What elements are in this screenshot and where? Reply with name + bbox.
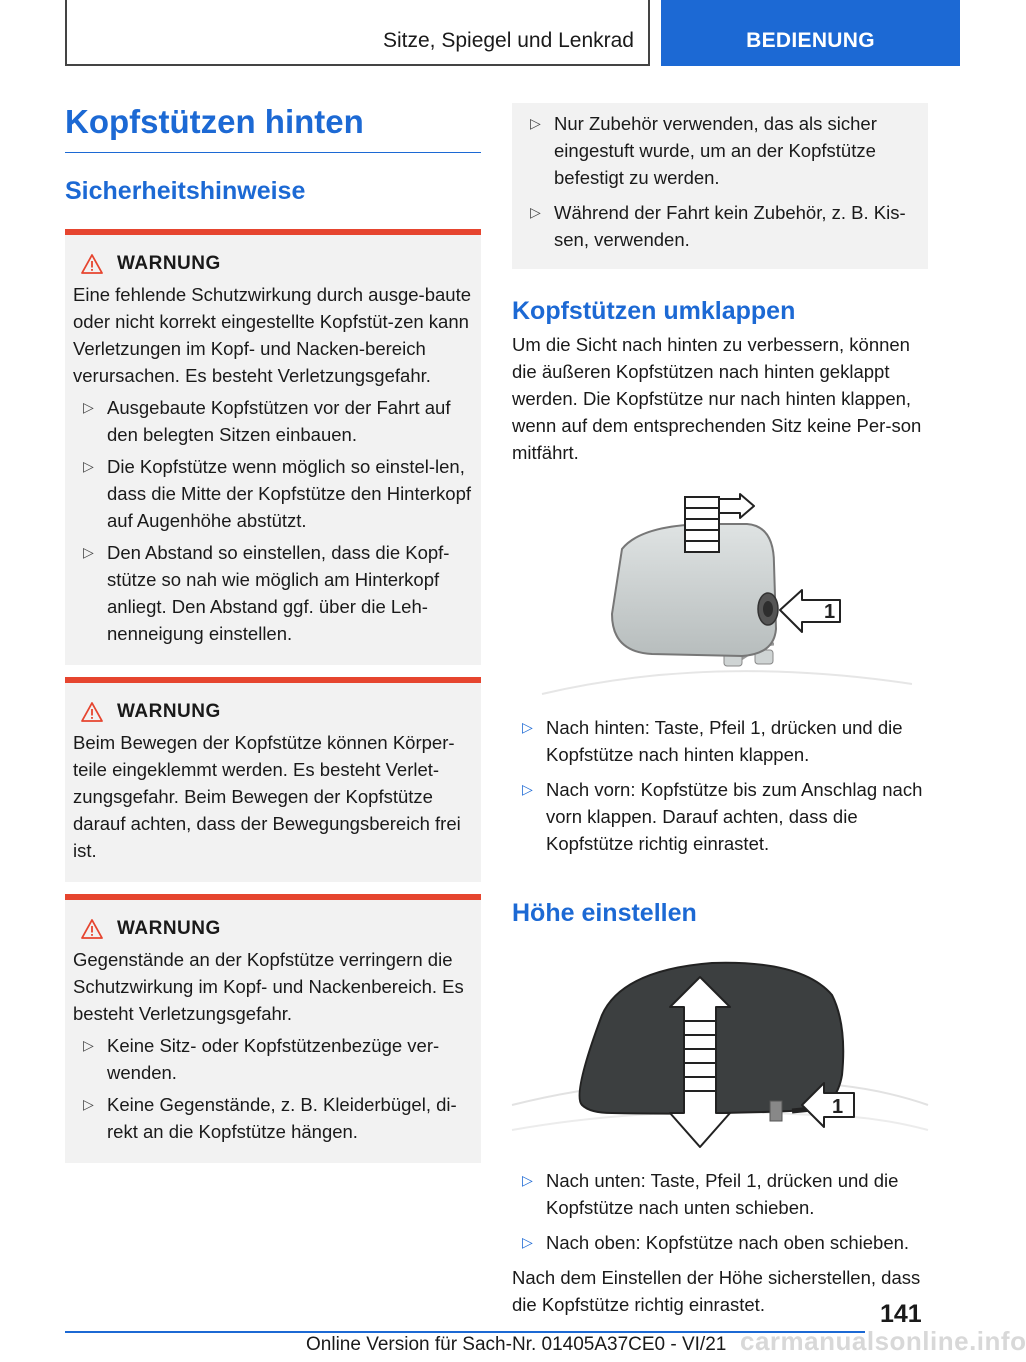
left-column (65, 100, 481, 1163)
headrest-height-illustration (512, 955, 928, 1157)
section-heading-height: Höhe einstellen (512, 899, 697, 927)
triangle-right-icon: ▷ (83, 458, 94, 474)
list-item: ▷ Ausgebaute Kopfstützen vor der Fahrt auf den belegten Sitzen einbauen. (73, 394, 473, 448)
callout-number: 1 (832, 1096, 844, 1118)
list-item: ▷ Nach unten: Taste, Pfeil 1, drücken und die Kopfstütze nach unten schieben. (512, 1167, 928, 1221)
warning-label: WARNUNG (117, 253, 221, 274)
triangle-right-icon: ▷ (83, 1096, 94, 1112)
list-item: ▷ Keine Gegenstände, z. B. Kleiderbügel, di-rekt an die Kopfstütze hängen. (73, 1091, 473, 1145)
warning-bullets (520, 103, 920, 253)
triangle-right-icon: ▷ (522, 1172, 533, 1188)
page-number: 141 (880, 1300, 922, 1328)
warning-bullets (73, 394, 473, 647)
list-item: ▷ Die Kopfstütze wenn möglich so einstel-len, dass die Mitte der Kopfstütze den Hinterkopf auf Augenhöhe abstützt. (73, 453, 473, 534)
section-heading-fold: Kopfstützen umklappen (512, 297, 796, 325)
callout-arrow-1 (780, 590, 840, 632)
warning-box-2 (65, 677, 481, 882)
list-item: ▷ Den Abstand so einstellen, dass die Kopf-stütze so nah wie möglich am Hinterkopf anliegt. Den Abstand ggf. über die Leh-nenneigung einstellen. (73, 539, 473, 647)
page-title: Kopfstützen hinten (65, 100, 481, 153)
warning-box-1 (65, 229, 481, 665)
warning-triangle-icon (81, 702, 103, 722)
triangle-right-icon: ▷ (83, 1037, 94, 1053)
headrest-fold-illustration (512, 494, 928, 704)
list-item: ▷ Nach hinten: Taste, Pfeil 1, drücken und die Kopfstütze nach hinten klappen. (512, 714, 928, 768)
height-steps (512, 1167, 928, 1256)
warning-continuation (512, 103, 928, 269)
warning-bullets (73, 1032, 473, 1145)
watermark: carmanualsonline.info (740, 1326, 1026, 1356)
triangle-right-icon: ▷ (83, 399, 94, 415)
triangle-right-icon: ▷ (530, 115, 541, 131)
warning-text: Gegenstände an der Kopfstütze verringern die Schutzwirkung im Kopf- und Nackenbereich. Es besteht Verletzungsgefahr. (73, 949, 464, 1024)
triangle-right-icon: ▷ (522, 1234, 533, 1250)
warning-header (73, 253, 473, 275)
right-column (512, 103, 928, 1318)
fold-steps (512, 714, 928, 857)
warning-box-3 (65, 894, 481, 1163)
triangle-right-icon: ▷ (522, 719, 533, 735)
triangle-right-icon: ▷ (530, 204, 541, 220)
warning-header (73, 918, 473, 940)
list-item: ▷ Während der Fahrt kein Zubehör, z. B. Kis-sen, verwenden. (520, 199, 920, 253)
header-frame (65, 0, 650, 66)
warning-triangle-icon (81, 254, 103, 274)
footer-online-version: Online Version für Sach-Nr. 01405A37CE0 - VI/21 (306, 1334, 727, 1355)
list-item: ▷ Nur Zubehör verwenden, das als sicher eingestuft wurde, um an der Kopfstütze befestigt zu werden. (520, 110, 920, 191)
list-item: ▷ Nach vorn: Kopfstütze bis zum Anschlag nach vorn klappen. Darauf achten, dass die Kopfstütze richtig einrastet. (512, 776, 928, 857)
callout-number: 1 (824, 601, 836, 623)
warning-label: WARNUNG (117, 701, 221, 722)
triangle-right-icon: ▷ (522, 781, 533, 797)
chapter-tab[interactable]: BEDIENUNG (661, 0, 960, 66)
triangle-right-icon: ▷ (83, 544, 94, 560)
warning-header (73, 701, 473, 723)
warning-text: Eine fehlende Schutzwirkung durch ausge-baute oder nicht korrekt eingestellte Kopfstüt-zen kann Verletzungen im Kopf- und Nacken-bereich verursachen. Es besteht Verletzungsgefahr. (73, 284, 472, 386)
list-item: ▷ Keine Sitz- oder Kopfstützenbezüge ver-wenden. (73, 1032, 473, 1086)
warning-label: WARNUNG (117, 918, 221, 939)
warning-triangle-icon (81, 919, 103, 939)
section-heading-safety: Sicherheitshinweise (65, 177, 306, 205)
height-closing-text: Nach dem Einstellen der Höhe sicherstellen, dass die Kopfstütze richtig einrastet. (512, 1267, 921, 1315)
list-item: ▷ Nach oben: Kopfstütze nach oben schieben. (512, 1229, 928, 1256)
section-title: Sitze, Spiegel und Lenkrad (382, 29, 634, 52)
warning-text: Beim Bewegen der Kopfstütze können Körper-teile eingeklemmt werden. Es besteht Verlet-zungsgefahr. Beim Bewegen der Kopfstütze darauf achten, dass der Bewegungsbereich frei ist. (73, 732, 461, 861)
fold-intro-text: Um die Sicht nach hinten zu verbessern, können die äußeren Kopfstützen nach hinten geklappt werden. Die Kopfstütze nur nach hinten klappen, wenn auf dem entsprechenden Sitz keine Per-son mitfährt. (512, 334, 922, 463)
